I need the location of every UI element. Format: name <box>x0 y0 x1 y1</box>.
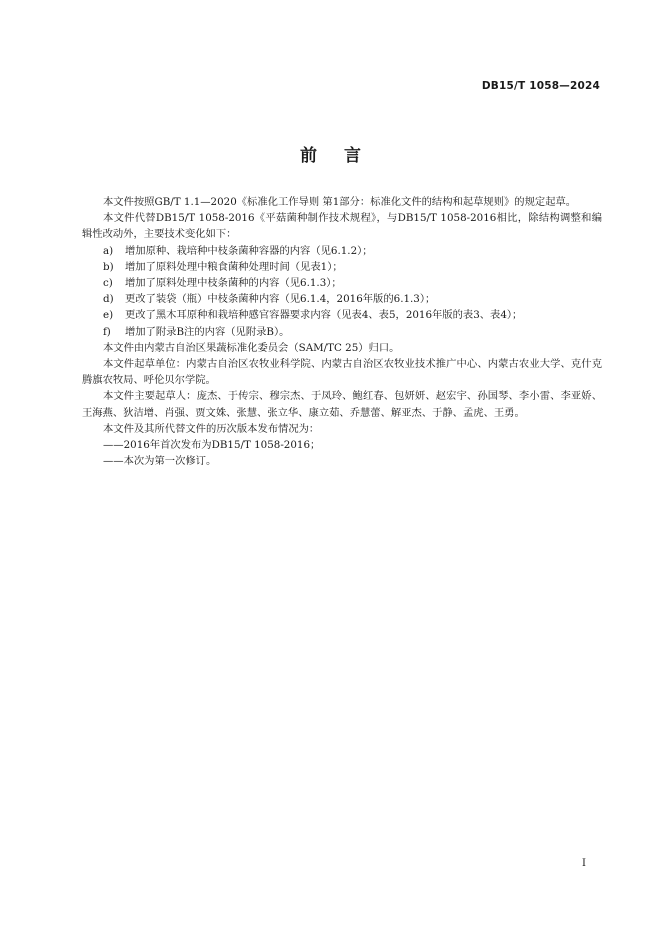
paragraph-history: 本文件及其所代替文件的历次版本发布情况为： <box>103 422 320 435</box>
list-item <box>82 291 602 307</box>
history-item: ——2016年首次发布为DB15/T 1058-2016； <box>103 439 321 452</box>
change-list <box>82 243 602 340</box>
list-item <box>82 259 602 275</box>
list-item <box>82 307 602 323</box>
title-char-1: 前 <box>300 146 318 166</box>
paragraph-replacement: 本文件代替DB15/T 1058-2016《平菇菌种制作技术规程》，与DB15/T 1058-2016相比，除结构调整和编辑性改动外，主要技术变化如下： <box>82 212 602 241</box>
page-title <box>0 141 662 166</box>
list-item-text: 更改了装袋（瓶）中枝条菌种内容（见6.1.4，2016年版的6.1.3）； <box>125 293 436 306</box>
list-item-mark: a) <box>103 244 114 257</box>
list-item-text: 增加了原料处理中粮食菌种处理时间（见表1）； <box>125 260 343 273</box>
history-item: ——本次为第一次修订。 <box>103 455 217 468</box>
paragraph-committee: 本文件由内蒙古自治区果蔬标准化委员会（SAM/TC 25）归口。 <box>103 341 400 354</box>
paragraph-drafting-rules: 本文件按照GB/T 1.1—2020《标准化工作导则 第1部分：标准化文件的结构和起草规则》的规定起草。 <box>103 196 577 208</box>
document-code: DB15/T 1058—2024 <box>481 80 600 92</box>
list-item-mark: b) <box>103 260 114 273</box>
list-item-text: 更改了黑木耳原种和栽培种感官容器要求内容（见表4、表5，2016年版的表3、表4）； <box>125 309 523 322</box>
list-item-mark: d) <box>103 293 114 306</box>
page-number: I <box>582 858 586 869</box>
list-item-text: 增加原种、栽培种中枝条菌种容器的内容（见6.1.2）； <box>125 244 373 257</box>
list-item-mark: e) <box>103 309 114 322</box>
list-item <box>82 324 602 340</box>
list-item-text: 增加了附录B注的内容（见附录B）。 <box>125 325 290 338</box>
paragraph-drafters: 本文件主要起草人：庞杰、于传宗、穆宗杰、于凤玲、鲍红春、包妍妍、赵宏宇、孙国琴、李小雷、李亚娇、王海燕、狄洁增、肖强、贾文姝、张慧、张立华、康立茹、乔慧蕾、解亚杰、于静、孟虎、王勇。 <box>82 390 602 419</box>
list-item-text: 增加了原料处理中枝条菌种的内容（见6.1.3）； <box>125 277 342 290</box>
list-item-mark: f) <box>103 325 111 338</box>
list-item-mark: c) <box>103 277 113 290</box>
paragraph-drafting-units: 本文件起草单位：内蒙古自治区农牧业科学院、内蒙古自治区农牧业技术推广中心、内蒙古农业大学、克什克腾旗农牧局、呼伦贝尔学院。 <box>82 358 602 387</box>
list-item <box>82 275 602 291</box>
foreword-body <box>82 194 602 469</box>
list-item <box>82 243 602 259</box>
title-char-2: 言 <box>344 146 362 166</box>
